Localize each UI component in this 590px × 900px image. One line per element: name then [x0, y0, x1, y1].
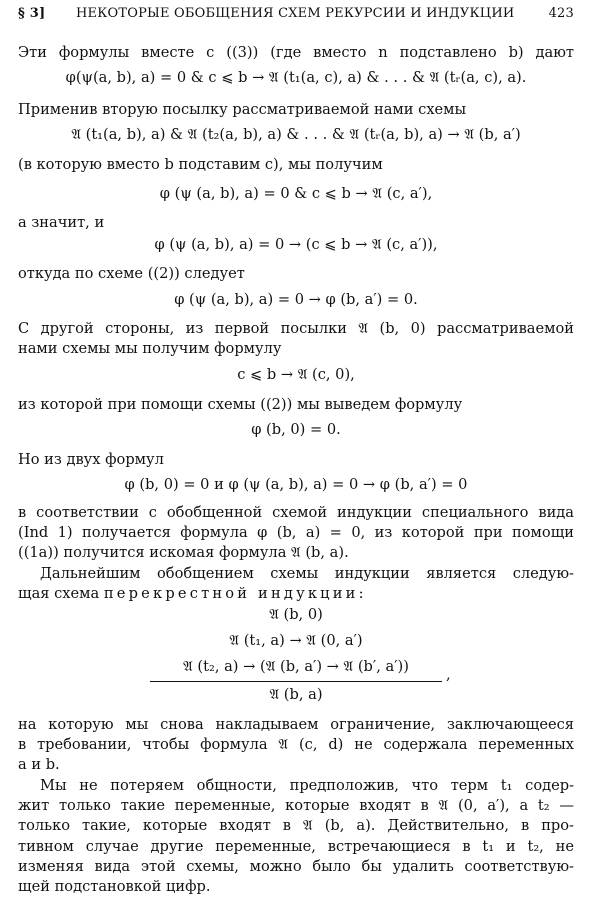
paragraph-line: щей подстановкой цифр.	[18, 878, 211, 895]
formula-8: φ (b, 0) = 0 и φ (ψ (a, b), a) = 0 → φ (b, a′) = 0	[124, 476, 468, 493]
scheme-premise-3: 𝔄 (t₂, a) → (𝔄 (b, a′) → 𝔄 (b′, a′))	[183, 658, 409, 675]
running-header	[18, 3, 574, 25]
formula-5: φ (ψ (a, b), a) = 0 → φ (b, a′) = 0.	[174, 291, 418, 308]
paragraph-line: Применив вторую посылку рассматриваемой нами схемы	[18, 101, 467, 118]
paragraph-line: (Ind 1) получается формула φ (b, a) = 0, из которой при помощи	[18, 524, 574, 541]
formula-3: φ (ψ (a, b), a) = 0 & c ⩽ b → 𝔄 (c, a′),	[159, 185, 433, 202]
paragraph-line: Мы не потеряем общности, предположив, что терм t₁ содер-	[40, 777, 574, 794]
paragraph-line: тивном случае другие переменные, встречающиеся в t₁ и t₂, не	[18, 838, 574, 855]
paragraph-line: на которую мы снова накладываем ограничение, заключающееся	[18, 716, 574, 733]
paragraph-line: Но из двух формул	[18, 451, 164, 468]
formula-7: φ (b, 0) = 0.	[251, 421, 341, 438]
paragraph-line: из которой при помощи схемы ((2)) мы выведем формулу	[18, 396, 463, 413]
paragraph-line	[18, 583, 574, 605]
paragraph-line: a и b.	[18, 756, 60, 773]
paragraph-line: (в которую вместо b подставим c), мы получим	[18, 156, 383, 173]
formula-1: φ(ψ(a, b), a) = 0 & c ⩽ b → 𝔄 (t₁(a, c), a) & . . . & 𝔄 (tᵣ(a, c), a).	[65, 69, 527, 86]
paragraph-line: жит только такие переменные, которые входят в 𝔄 (0, a′), а t₂ —	[18, 797, 574, 814]
paragraph-line: С другой стороны, из первой посылки 𝔄 (b, 0) рассматриваемой	[18, 320, 574, 337]
page-number: 423	[548, 6, 574, 21]
spaced-emphasis: перекрестной индукции:	[103, 585, 367, 602]
paragraph-line: Эти формулы вместе с ((3)) (где вместо n подставлено b) дают	[18, 44, 574, 61]
paragraph-line: изменяя вида этой схемы, можно было бы удалить соответствую-	[18, 858, 574, 875]
paragraph-line: в требовании, чтобы формула 𝔄 (c, d) не содержала переменных	[18, 736, 574, 753]
paragraph-line: Дальнейшим обобщением схемы индукции является следую-	[40, 565, 574, 582]
book-page	[18, 0, 574, 900]
paragraph-line: откуда по схеме ((2)) следует	[18, 265, 245, 282]
formula-4: φ (ψ (a, b), a) = 0 → (c ⩽ b → 𝔄 (c, a′)),	[154, 236, 438, 253]
paragraph-line: ((1a)) получится искомая формула 𝔄 (b, a).	[18, 544, 349, 561]
formula-2: 𝔄 (t₁(a, b), a) & 𝔄 (t₂(a, b), a) & . . . & 𝔄 (tᵣ(a, b), a) → 𝔄 (b, a′)	[71, 126, 521, 143]
scheme-premise-2: 𝔄 (t₁, a) → 𝔄 (0, a′)	[229, 632, 363, 649]
paragraph-line: нами схемы мы получим формулу	[18, 340, 282, 357]
paragraph-line: в соответствии с обобщенной схемой индукции специального вида	[18, 504, 574, 521]
inference-line	[150, 681, 442, 682]
running-title: НЕКОТОРЫЕ ОБОБЩЕНИЯ СХЕМ РЕКУРСИИ И ИНДУКЦИИ	[76, 6, 515, 21]
paragraph-line: а значит, и	[18, 214, 105, 231]
scheme-premise-1: 𝔄 (b, 0)	[269, 606, 323, 623]
paragraph-text: щая схема	[18, 585, 100, 602]
scheme-comma: ,	[446, 666, 451, 683]
scheme-conclusion: 𝔄 (b, a)	[269, 686, 323, 703]
paragraph-line: только такие, которые входят в 𝔄 (b, a). Действительно, в про-	[18, 817, 574, 834]
section-marker: § 3]	[18, 6, 46, 21]
formula-6: c ⩽ b → 𝔄 (c, 0),	[237, 366, 355, 383]
